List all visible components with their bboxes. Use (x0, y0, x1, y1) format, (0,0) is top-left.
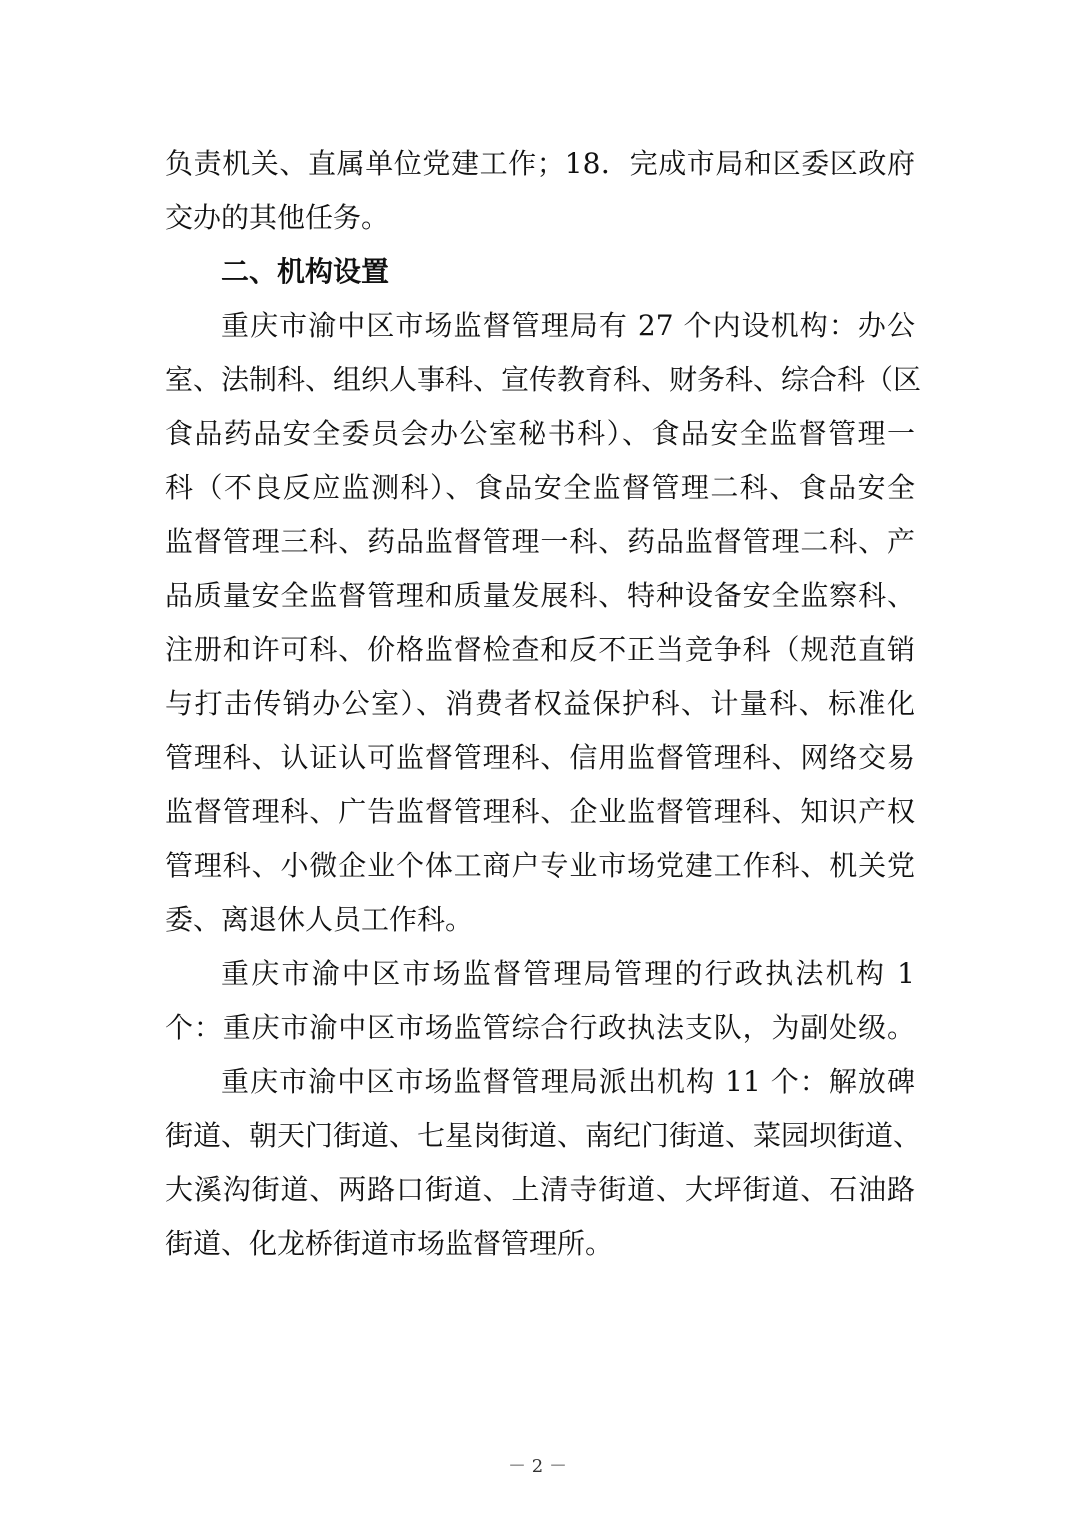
paragraph-line: 与打击传销办公室）、消费者权益保护科、计量科、标准化 (165, 687, 915, 720)
paragraph-line: 室、法制科、组织人事科、宣传教育科、财务科、综合科（区 (165, 363, 922, 396)
paragraph-line: 管理科、小微企业个体工商户专业市场党建工作科、机关党 (165, 849, 915, 882)
paragraph-line: 交办的其他任务。 (165, 201, 390, 234)
paragraph-line: 科（不良反应监测科）、食品安全监督管理二科、食品安全 (165, 471, 915, 504)
paragraph-line: 重庆市渝中区市场监督管理局管理的行政执法机构 1 (221, 957, 915, 990)
paragraph-line: 负责机关、直属单位党建工作；18．完成市局和区委区政府 (165, 147, 915, 180)
paragraph-line: 重庆市渝中区市场监督管理局派出机构 11 个：解放碑 (221, 1065, 915, 1098)
paragraph-line: 个：重庆市渝中区市场监管综合行政执法支队，为副处级。 (165, 1011, 915, 1044)
section-heading: 二、机构设置 (221, 255, 390, 288)
paragraph-line: 街道、化龙桥街道市场监督管理所。 (165, 1227, 614, 1260)
paragraph-line: 监督管理三科、药品监督管理一科、药品监督管理二科、产 (165, 525, 915, 558)
paragraph-line: 大溪沟街道、两路口街道、上清寺街道、大坪街道、石油路 (165, 1173, 915, 1206)
paragraph-line: 品质量安全监督管理和质量发展科、特种设备安全监察科、 (165, 579, 915, 612)
paragraph-line: 重庆市渝中区市场监督管理局有 27 个内设机构：办公 (221, 309, 915, 342)
page-number: － 2 － (508, 1456, 567, 1477)
paragraph-line: 监督管理科、广告监督管理科、企业监督管理科、知识产权 (165, 795, 915, 828)
paragraph-line: 委、离退休人员工作科。 (165, 903, 474, 936)
paragraph-line: 街道、朝天门街道、七星岗街道、南纪门街道、菜园坝街道、 (165, 1119, 922, 1152)
paragraph-line: 管理科、认证认可监督管理科、信用监督管理科、网络交易 (165, 741, 915, 774)
paragraph-line: 注册和许可科、价格监督检查和反不正当竞争科（规范直销 (165, 633, 915, 666)
paragraph-line: 食品药品安全委员会办公室秘书科）、食品安全监督管理一 (165, 417, 915, 450)
